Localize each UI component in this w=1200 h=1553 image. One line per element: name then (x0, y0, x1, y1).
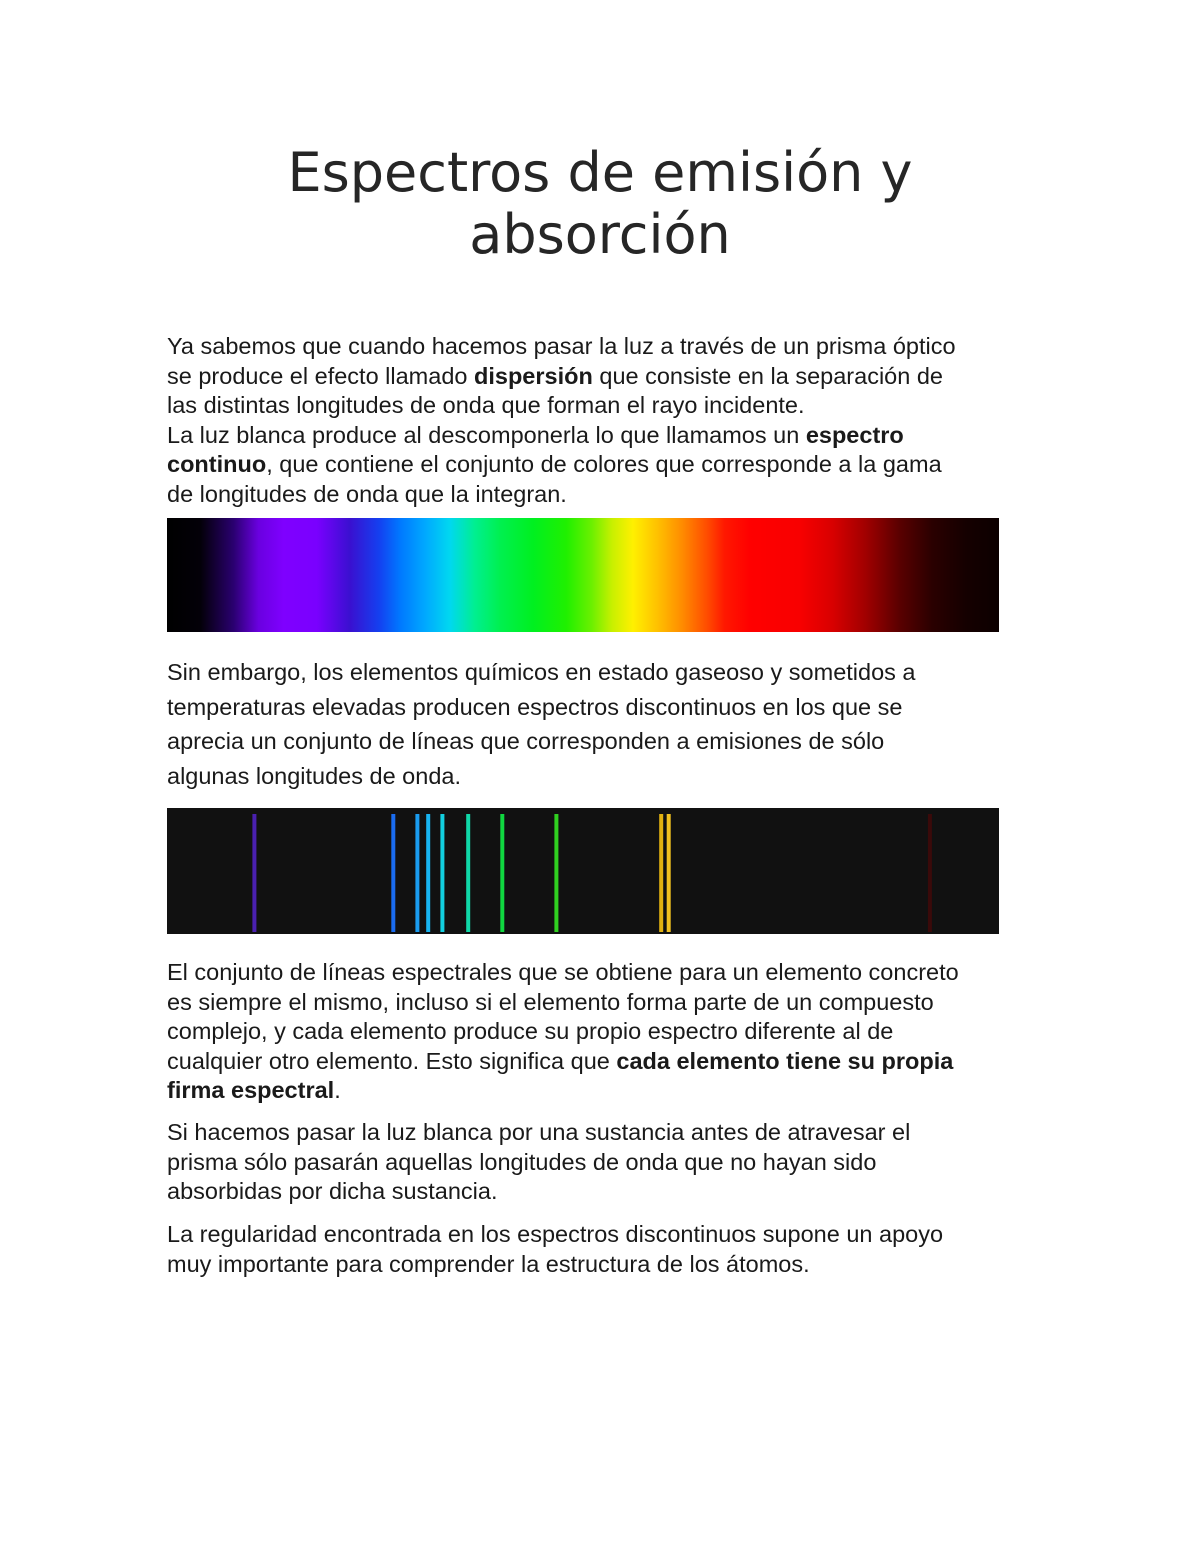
emission-line-9 (659, 814, 663, 932)
text-line: algunas longitudes de onda. (167, 762, 461, 789)
bold-term-continuo: continuo (167, 451, 267, 477)
bold-term-espectro: espectro (805, 421, 904, 448)
bold-term-firma-espectral: firma espectral (167, 1077, 335, 1103)
paragraph-spectral-signature (167, 958, 1047, 1106)
emission-lines-svg (167, 808, 999, 934)
emission-line-11 (928, 814, 932, 932)
text-line: cualquier otro elemento. Esto significa que cada elemento tiene su propia (167, 1047, 954, 1074)
emission-line-10 (667, 814, 671, 932)
text-line: de longitudes de onda que la integran. (167, 480, 567, 507)
text-line: absorbidas por dicha sustancia. (167, 1178, 498, 1204)
emission-line-7 (500, 814, 504, 932)
emission-line-8 (554, 814, 558, 932)
text-line: continuo, que contiene el conjunto de colores que corresponde a la gama (167, 451, 942, 477)
text-line: las distintas longitudes de onda que forman el rayo incidente. (167, 392, 805, 418)
bold-term-dispersion: dispersión (474, 362, 593, 389)
paragraph-discontinuous (167, 655, 1047, 793)
text-line: complejo, y cada elemento produce su propio espectro diferente al de (167, 1018, 894, 1044)
title-line-2: absorción (469, 203, 731, 266)
title-line-1: Espectros de emisión y (287, 141, 913, 204)
text-line: prisma sólo pasarán aquellas longitudes de onda que no hayan sido (167, 1148, 877, 1175)
emission-line-4 (426, 814, 430, 932)
text-line: es siempre el mismo, incluso si el elemento forma parte de un compuesto (167, 988, 934, 1015)
text-line: Si hacemos pasar la luz blanca por una sustancia antes de atravesar el (167, 1119, 911, 1145)
page-title (0, 142, 1200, 266)
text-line: muy importante para comprender la estructura de los átomos. (167, 1250, 810, 1277)
text-line: Sin embargo, los elementos químicos en estado gaseoso y sometidos a (167, 659, 916, 685)
text-line: La regularidad encontrada en los espectros discontinuos supone un apoyo (167, 1221, 944, 1247)
bold-term-cada-elemento: cada elemento tiene su propia (616, 1047, 954, 1074)
text-line: aprecia un conjunto de líneas que corresponden a emisiones de sólo (167, 728, 885, 754)
paragraph-dispersion (167, 332, 1047, 509)
emission-line-3 (415, 814, 419, 932)
emission-line-5 (440, 814, 444, 932)
paragraph-absorption (167, 1118, 1047, 1207)
continuous-spectrum-image (167, 518, 999, 632)
emission-line-2 (391, 814, 395, 932)
text-line: El conjunto de líneas espectrales que se obtiene para un elemento concreto (167, 959, 959, 985)
text-line: firma espectral. (167, 1077, 341, 1103)
text-line: La luz blanca produce al descomponerla lo que llamamos un espectro (167, 421, 904, 448)
paragraph-conclusion (167, 1220, 1047, 1279)
text-line: se produce el efecto llamado dispersión que consiste en la separación de (167, 362, 943, 389)
emission-line-1 (252, 814, 256, 932)
text-line: temperaturas elevadas producen espectros discontinuos en los que se (167, 693, 903, 720)
emission-line-6 (466, 814, 470, 932)
text-line: Ya sabemos que cuando hacemos pasar la luz a través de un prisma óptico (167, 333, 956, 359)
emission-spectrum-image (167, 808, 999, 934)
